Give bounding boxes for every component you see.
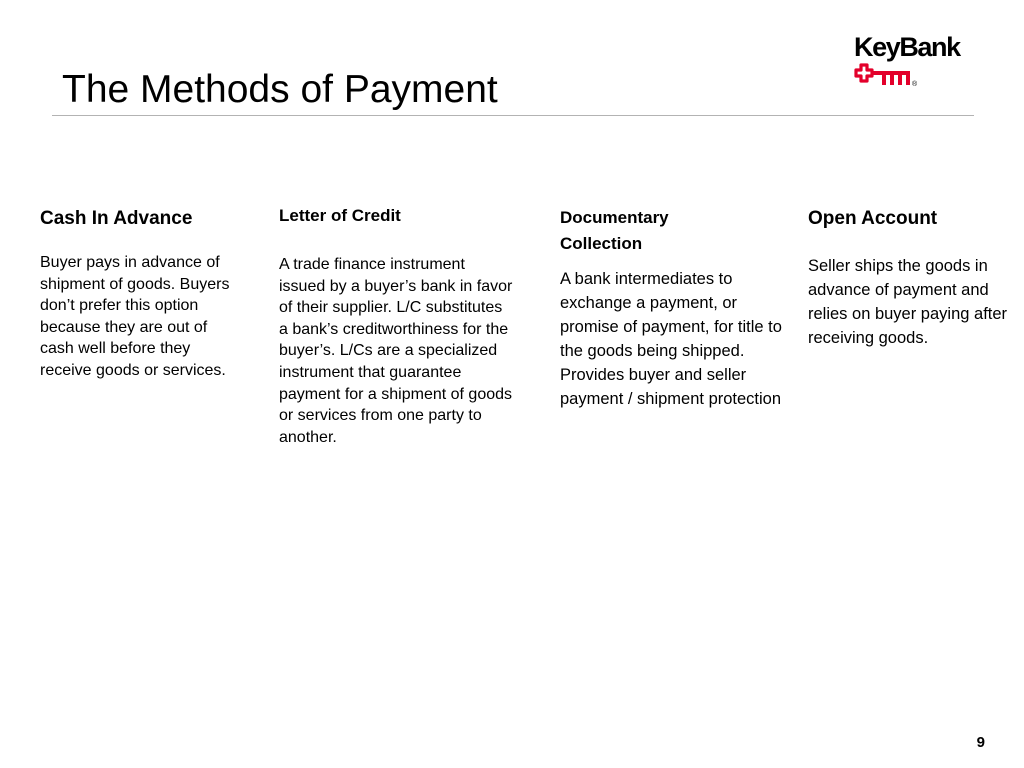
column-heading: Open Account (808, 208, 938, 229)
column-body: Seller ships the goods in advance of payment and relies on buyer paying after receiving goods. (808, 257, 1008, 347)
column-letter-of-credit (279, 203, 515, 448)
column-cash-in-advance (40, 206, 244, 382)
key-icon (854, 62, 924, 90)
column-heading: Documentary Collection (560, 208, 669, 253)
key-icon-shape (856, 65, 872, 81)
column-open-account (808, 206, 1008, 350)
slide-title: The Methods of Payment (62, 68, 498, 111)
column-documentary-collection (560, 205, 784, 411)
title-divider (52, 115, 974, 116)
page-number: 9 (976, 734, 985, 751)
registered-mark: ® (912, 81, 918, 88)
logo-brand-text: KeyBank (854, 32, 960, 62)
column-body: Buyer pays in advance of shipment of goods. Buyers don’t prefer this option because they are out of cash well before they receive goods or services. (40, 254, 230, 379)
column-heading: Cash In Advance (40, 208, 193, 229)
keybank-logo (852, 32, 978, 92)
column-body: A trade finance instrument issued by a buyer’s bank in favor of their supplier. L/C substitutes a bank’s creditworthiness for the buyer’s. L/Cs are a specialized instrument that guarantee payment for a shipment of goods or services from one party to another. (279, 256, 513, 446)
column-heading: Letter of Credit (279, 206, 401, 225)
column-body: A bank intermediates to exchange a payment, or promise of payment, for title to the goods being shipped. Provides buyer and seller payment / shipment protection (560, 270, 782, 408)
